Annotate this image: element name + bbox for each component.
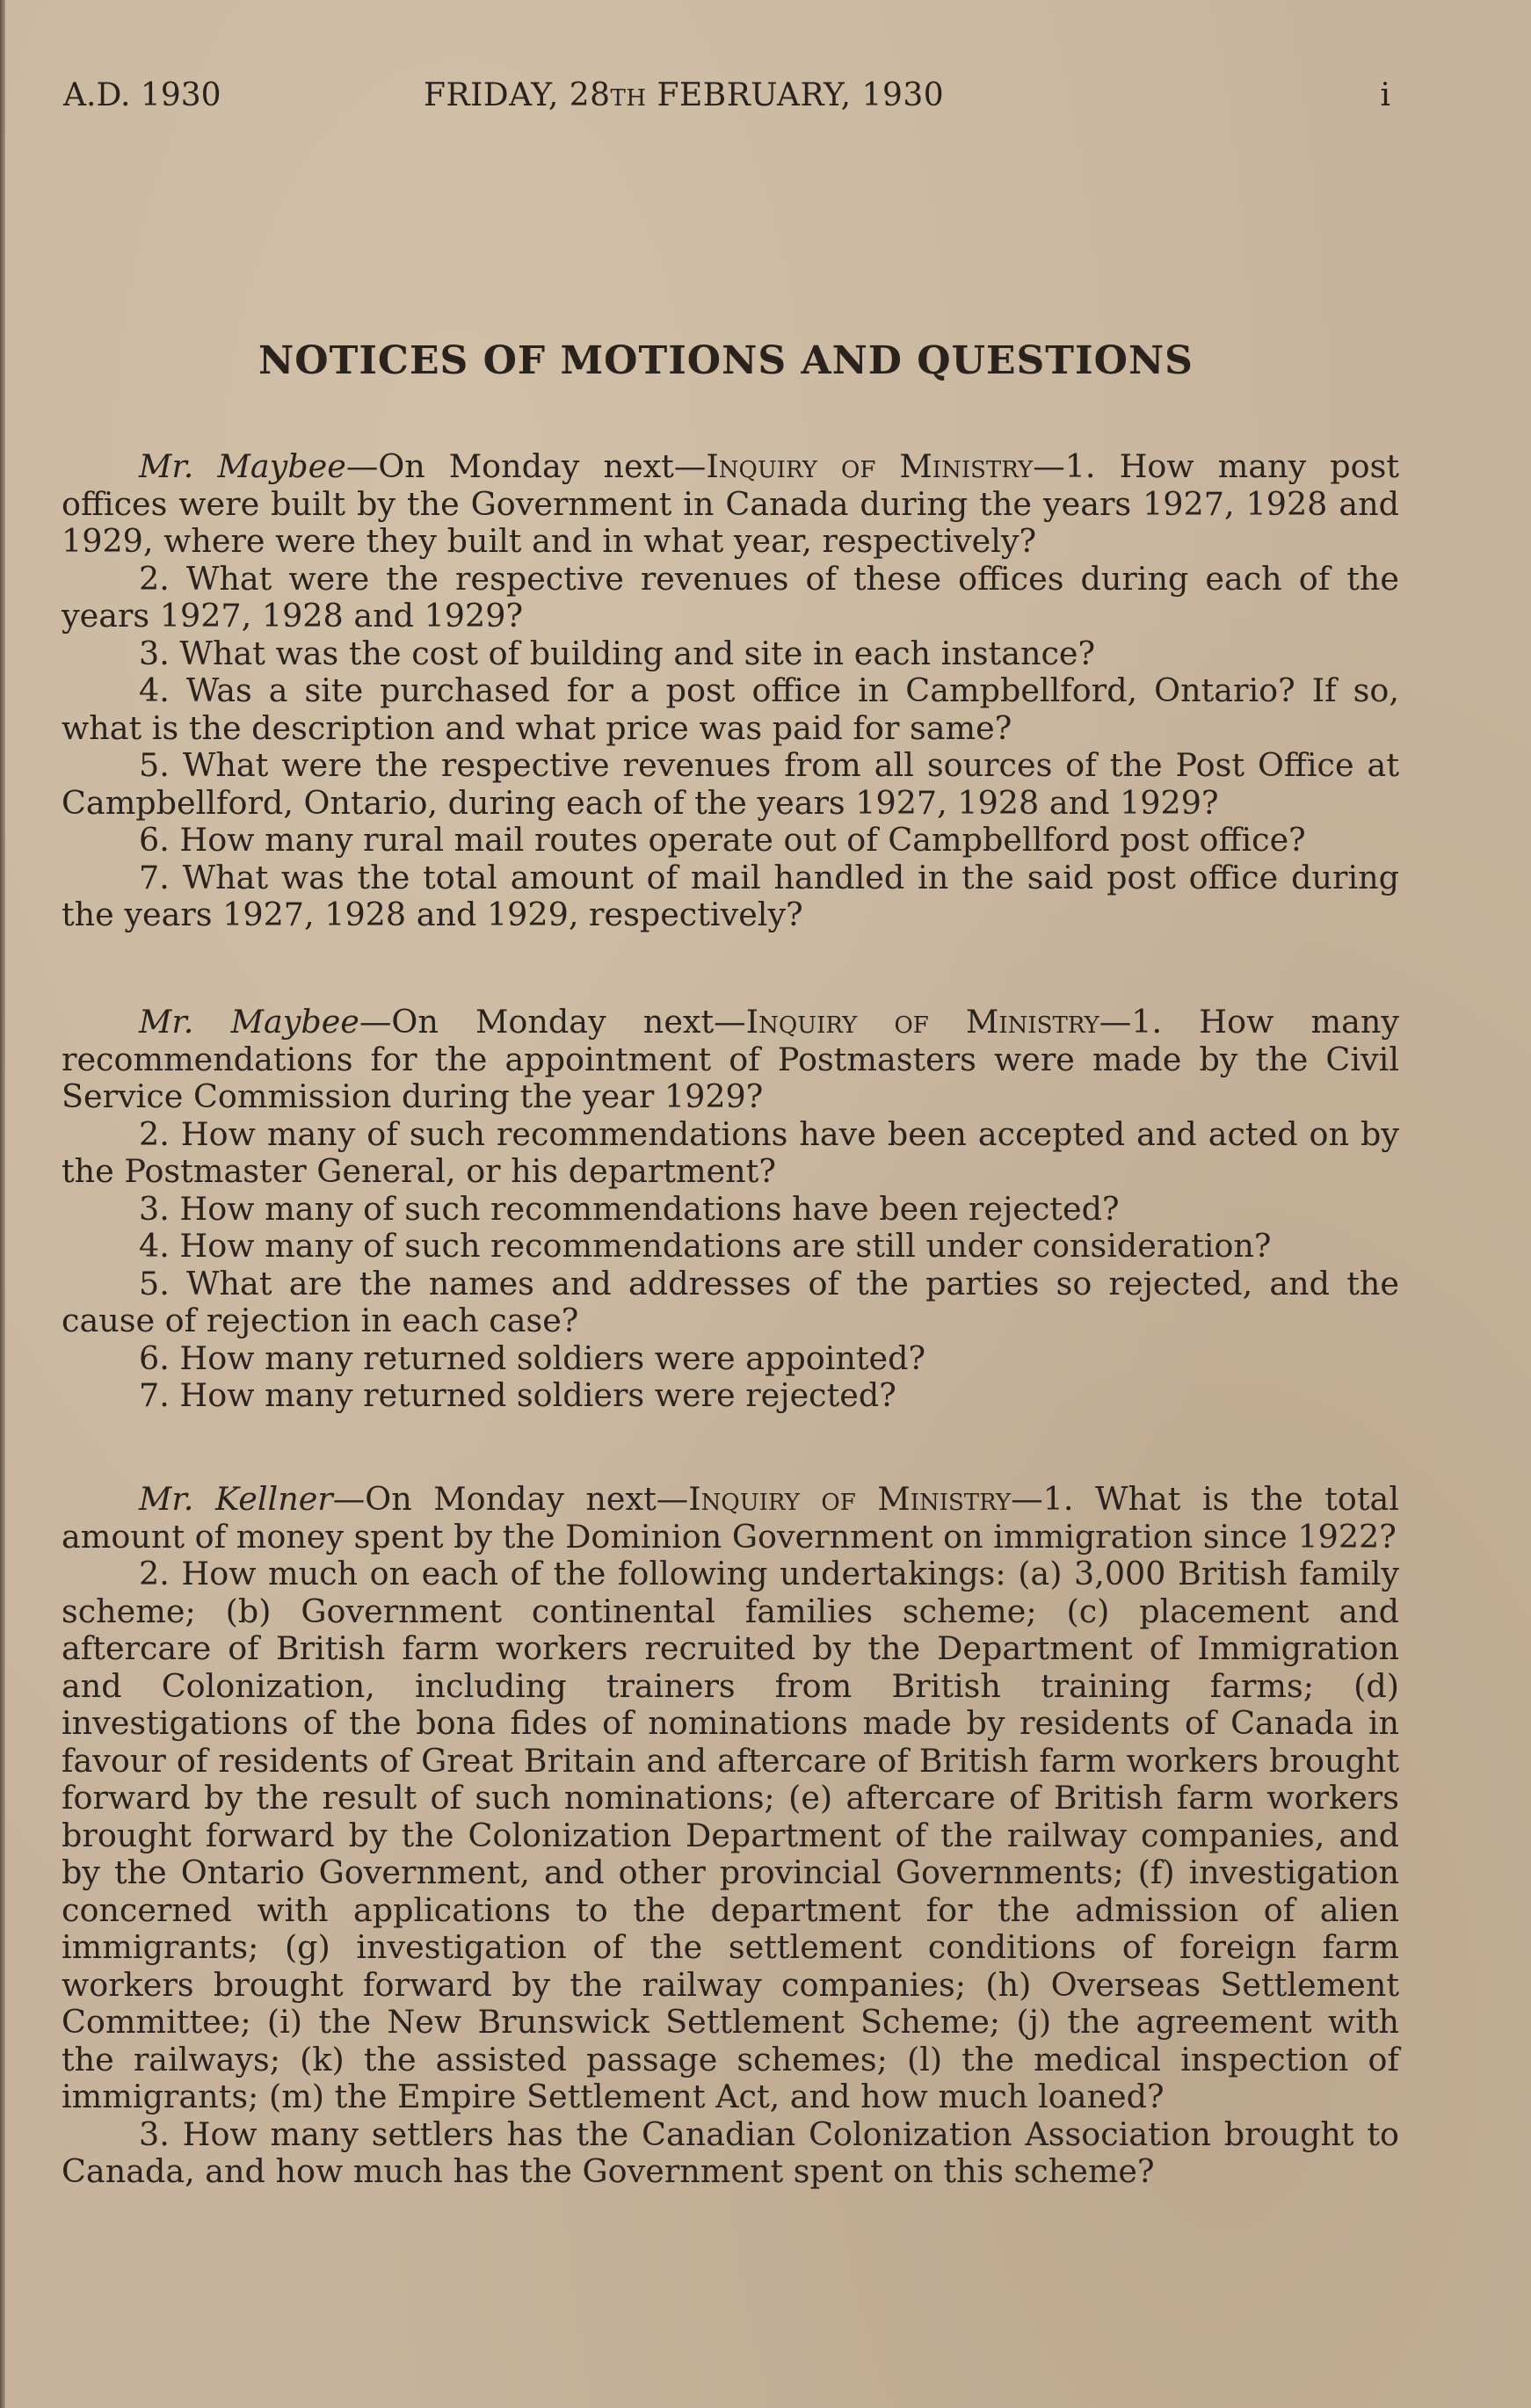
member-name: Mr. Kellner (139, 1480, 333, 1518)
question-item: 3. What was the cost of building and site in each instance? (139, 634, 1096, 672)
member-name: Mr. Maybee (139, 447, 346, 485)
notice-maybee-post-offices (62, 448, 1399, 934)
inquiry-label: Inquiry of Ministry (706, 447, 1034, 485)
question-item: 6. How many rural mail routes operate out of Campbellford post office? (139, 821, 1306, 859)
question-item: 2. How much on each of the following undertakings: (a) 3,000 British family scheme; (b) Government continental families scheme; (c) placement and aftercare of British farm workers recruited by the Department of Immigration and Colonization, including trainers from British training farms; (d) investigations of the bona fides of nominations made by residents of Canada in favour of residents of Great Britain and aftercare of British farm workers brought forward by the result of such nominations; (e) aftercare of British farm workers brought forward by the Colonization Department of the railway companies, and by the Ontario Government, and other provincial Governments; (f) investigation concerned with applications to the department for the admission of alien immigrants; (g) investigation of the settlement conditions of foreign farm workers brought forward by the railway companies; (h) Overseas Settlement Committee; (i) the New Brunswick Settlement Scheme; (j) the agreement with the railways; (k) the assisted passage schemes; (l) the medical inspection of immigrants; (m) the Empire Settlement Act, and how much loaned? (62, 1555, 1399, 2115)
notice-kellner-immigration (62, 1481, 1399, 2191)
question-item: 4. How many of such recommendations are still under consideration? (139, 1227, 1272, 1265)
question-item: 2. What were the respective revenues of these offices during each of the years 1927, 1928 and 1929? (62, 559, 1399, 635)
question-item: 7. What was the total amount of mail handled in the said post office during the years 1927, 1928 and 1929, respectively? (62, 858, 1399, 933)
notice-opening (62, 448, 1399, 561)
notice-intro: —On Monday next— (332, 1480, 689, 1518)
running-head-date-suffix: TH (610, 85, 647, 112)
notice-intro: —On Monday next— (359, 1003, 746, 1041)
notice-opening (62, 1481, 1399, 1556)
question-item: 5. What were the respective revenues from all sources of the Post Office at Campbellford, Ontario, during each of the years 1927, 1928 and 1929? (62, 746, 1399, 822)
question-1: —1. How many post offices were built by the Government in Canada during the years 1927, 1928 and 1929, where were they built and in what year, respectively? (62, 447, 1400, 560)
question-item: 2. How many of such recommendations have been accepted and acted on by the Postmaster General, or his department? (62, 1114, 1399, 1190)
question-item: 5. What are the names and addresses of the parties so rejected, and the cause of rejection in each case? (62, 1264, 1399, 1339)
running-head-date-post: FEBRUARY, 1930 (646, 77, 945, 113)
page-number: i (1380, 77, 1390, 113)
running-head-year: A.D. 1930 (63, 77, 221, 113)
question-1: —1. How many recommendations for the appointment of Postmasters were made by the Civil Service Commission during the year 1929? (62, 1003, 1399, 1115)
inquiry-label: Inquiry of Ministry (688, 1480, 1012, 1518)
question-item: 6. How many returned soldiers were appointed? (139, 1338, 926, 1377)
page-title: NOTICES OF MOTIONS AND QUESTIONS (258, 338, 1194, 383)
question-1: —1. What is the total amount of money spent by the Dominion Government on immigration since 1922? (62, 1480, 1399, 1556)
member-name: Mr. Maybee (139, 1003, 359, 1041)
notice-opening (62, 1004, 1399, 1116)
question-item: 3. How many settlers has the Canadian Colonization Association brought to Canada, and how much has the Government spent on this scheme? (62, 2114, 1399, 2190)
inquiry-label: Inquiry of Ministry (745, 1003, 1099, 1041)
running-head (63, 77, 1390, 121)
running-head-date (424, 77, 944, 113)
question-item: 7. How many returned soldiers were rejected? (139, 1376, 896, 1414)
running-head-date-pre: FRIDAY, 28 (424, 77, 611, 113)
question-item: 3. How many of such recommendations have been rejected? (139, 1189, 1120, 1228)
notice-maybee-postmasters (62, 1004, 1399, 1415)
question-item: 4. Was a site purchased for a post office in Campbellford, Ontario? If so, what is the description and what price was paid for same? (62, 671, 1399, 747)
notice-intro: —On Monday next— (345, 447, 707, 485)
